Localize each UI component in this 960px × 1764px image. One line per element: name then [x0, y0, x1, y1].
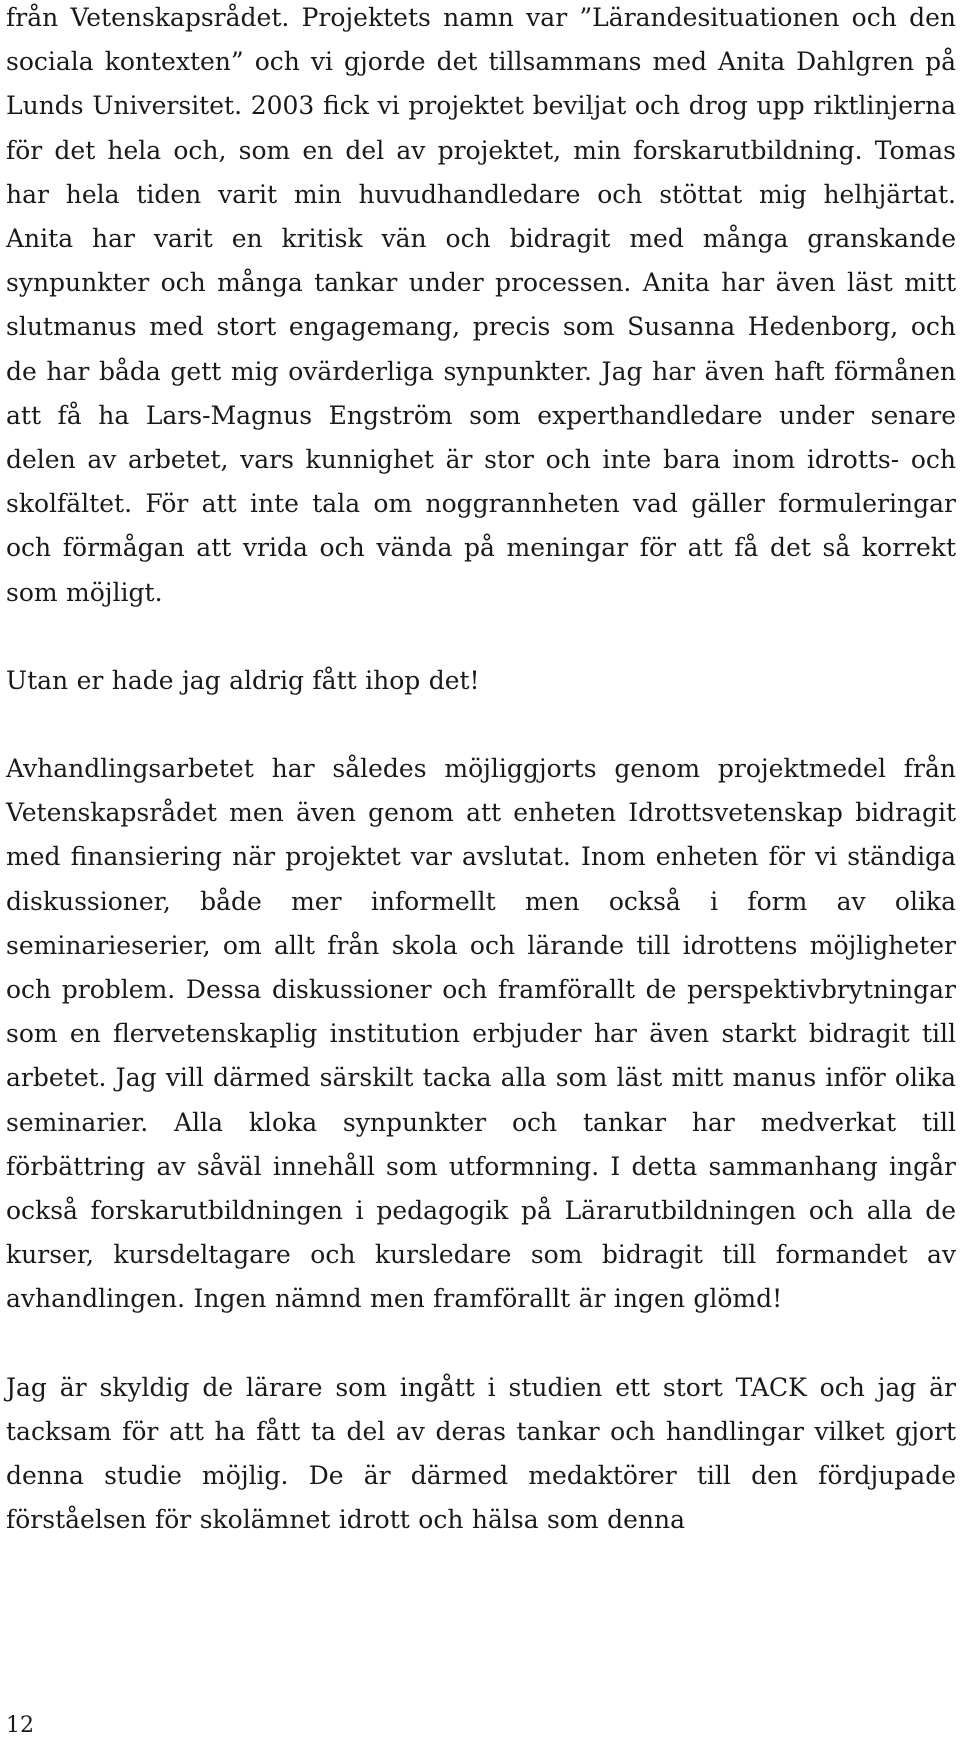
- paragraph-acknowledgements-2: Avhandlingsarbetet har således möjliggjorts genom projektmedel från Vetenskapsrådet men även genom att enheten Idrottsvetenskap bidragit med finansiering när projektet var avslutat. Inom enheten för vi ständiga diskussioner, både mer informellt men också i form av olika seminarieserier, om allt från skola och lärande till idrottens möjligheter och problem. Dessa diskussioner och framförallt de perspektivbrytningar som en flervetenskaplig institution erbjuder har även starkt bidragit till arbetet. Jag vill därmed särskilt tacka alla som läst mitt manus inför olika seminarier. Alla kloka synpunkter och tankar har medverkat till förbättring av såväl innehåll som utformning. I detta sammanhang ingår också forskarutbildningen i pedagogik på Lärarutbildningen och alla de kurser, kursdeltagare och kursledare som bidragit till formandet av avhandlingen. Ingen nämnd men framförallt är ingen glömd!: [6, 754, 956, 1314]
- page-number: 12: [6, 1713, 34, 1738]
- paragraph-acknowledgements-1: från Vetenskapsrådet. Projektets namn var ”Lärandesituationen och den sociala kontexten” och vi gjorde det tillsammans med Anita Dahlgren på Lunds Universitet. 2003 fick vi projektet beviljat och drog upp riktlinjerna för det hela och, som en del av projektet, min forskarutbildning. Tomas har hela tiden varit min huvudhandledare och stöttat mig helhjärtat. Anita har varit en kritisk vän och bidragit med många granskande synpunkter och många tankar under processen. Anita har även läst mitt slutmanus med stort engagemang, precis som Susanna Hedenborg, och de har båda gett mig ovärderliga synpunkter. Jag har även haft förmånen att få ha Lars-Magnus Engström som experthandledare under senare delen av arbetet, vars kunnighet är stor och inte bara inom idrotts- och skolfältet. För att inte tala om noggrannheten vad gäller formuleringar och förmågan att vrida och vända på meningar för att få det så korrekt som möjligt.: [6, 3, 956, 607]
- paragraph-acknowledgements-3: Jag är skyldig de lärare som ingått i studien ett stort TACK och jag är tacksam för att ha fått ta del av deras tankar och handlingar vilket gjort denna studie möjlig. De är därmed medaktörer till den fördjupade förståelsen för skolämnet idrott och hälsa som denna: [6, 1372, 956, 1535]
- paragraph-exclamation: Utan er hade jag aldrig fått ihop det!: [6, 665, 480, 695]
- document-page: [6, 0, 956, 1543]
